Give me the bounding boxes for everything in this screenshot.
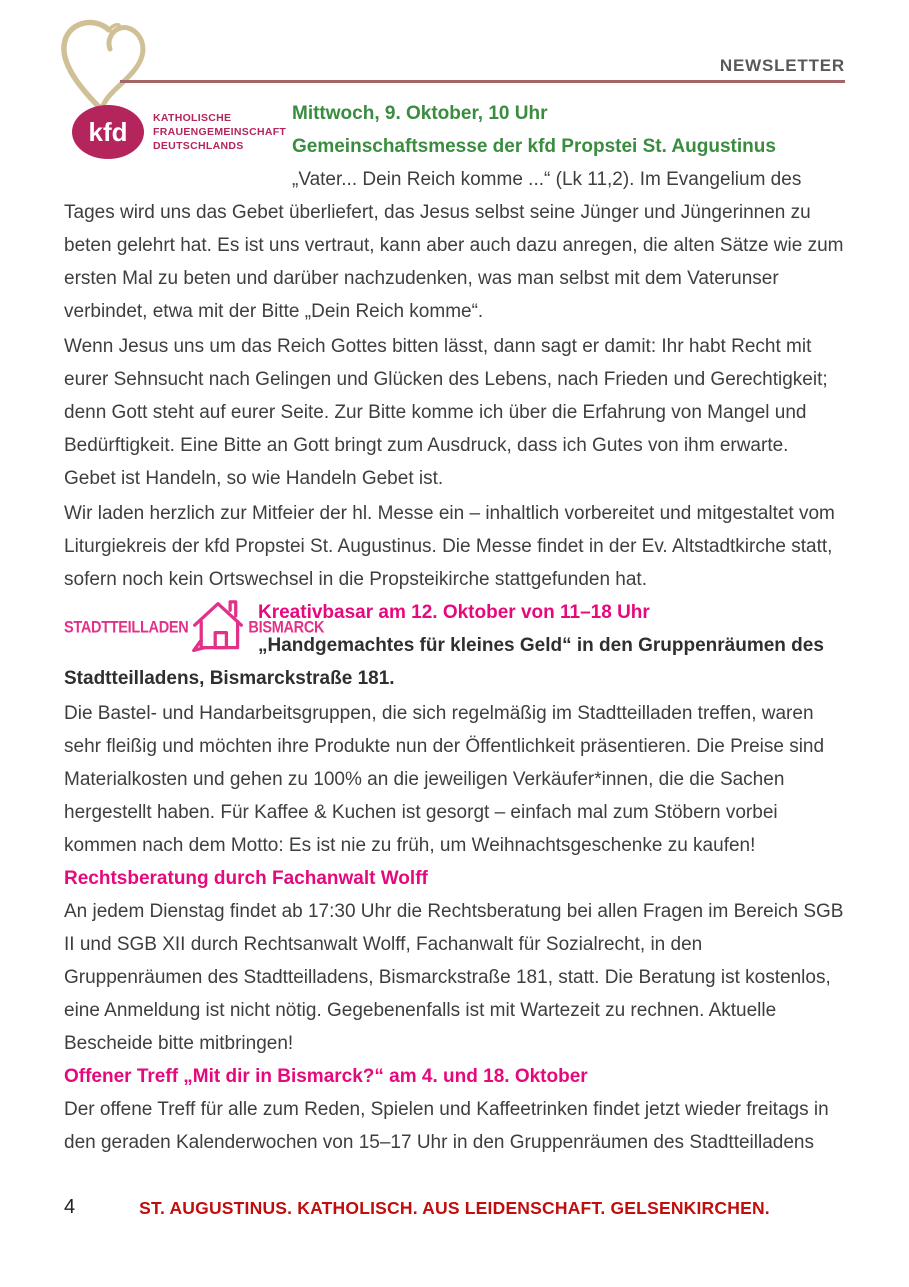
- kfd-paragraph-1: „Vater... Dein Reich komme ...“ (Lk 11,2). Im Evangelium des Tages wird uns das Gebet überliefert, das Jesus selbst seine Jünger und Jüngerinnen zu beten gelehrt hat. Es ist uns vertraut, kann aber auch dazu anregen, die alten Sätze wie zum ersten Mal zu beten und darüber nachzudenken, was man selbst mit dem Vaterunser verbindet, etwa mit der Bitte „Dein Reich komme“.: [64, 169, 844, 322]
- stadtteilladen-logo: [64, 598, 324, 658]
- kfd-wordmark-line3: DEUTSCHLANDS: [153, 140, 244, 152]
- header-rule: [120, 80, 845, 83]
- page-number: 4: [64, 1196, 76, 1218]
- section-rechtsberatung: [64, 862, 845, 1060]
- event-date-heading: Mittwoch, 9. Oktober, 10 Uhr: [292, 103, 548, 124]
- kfd-logo-icon: kfd: [72, 105, 144, 159]
- rechtsberatung-paragraph: An jedem Dienstag findet ab 17:30 Uhr die Rechtsberatung bei allen Fragen im Bereich SGB II und SGB XII durch Rechtsanwalt Wolff, Fachanwalt für Sozialrecht, in den Gruppenräumen des Stadtteilladens, Bismarckstraße 181, statt. Die Beratung ist kostenlos, eine Anmeldung ist nicht nötig. Gegebenenfalls ist mit Wartezeit zu rechnen. Aktuelle Bescheide bitte mitbringen!: [64, 901, 844, 1054]
- kfd-wordmark-line2: FRAUENGEMEINSCHAFT: [153, 126, 287, 138]
- kfd-logo-wordmark: [153, 111, 286, 153]
- house-icon: [190, 598, 246, 658]
- event-title-heading: Gemeinschaftsmesse der kfd Propstei St. Augustinus: [292, 136, 776, 157]
- stadtteilladen-logo-right: BISMARCK: [248, 618, 325, 638]
- content: [64, 97, 845, 1159]
- stadtteilladen-logo-left: STADTTEILLADEN: [64, 618, 189, 638]
- footer-slogan: ST. AUGUSTINUS. KATHOLISCH. AUS LEIDENSCHAFT. GELSENKIRCHEN.: [139, 1198, 770, 1218]
- kreativbasar-bold-intro: „Handgemachtes für kleines Geld“ in den Gruppenräumen des Stadtteilladens, Bismarckstraße 181.: [64, 635, 824, 689]
- kfd-wordmark-line1: KATHOLISCHE: [153, 112, 232, 124]
- section-kreativbasar: [64, 596, 845, 862]
- kfd-logo: [72, 105, 286, 159]
- newsletter-label: NEWSLETTER: [719, 56, 845, 75]
- rechtsberatung-heading: Rechtsberatung durch Fachanwalt Wolff: [64, 868, 428, 889]
- kreativbasar-paragraph: Die Bastel- und Handarbeitsgruppen, die sich regelmäßig im Stadtteilladen treffen, waren sehr fleißig und möchten ihre Produkte nun der Öffentlichkeit präsentieren. Die Preise sind Materialkosten und gehen zu 100% an die jeweiligen Verkäufer*innen, die die Sachen hergestellt haben. Für Kaffee & Kuchen ist gesorgt – einfach mal zum Stöbern vorbei kommen nach dem Motto: Es ist nie zu früh, um Weihnachtsgeschenke zu kaufen!: [64, 703, 825, 856]
- kreativbasar-heading: Kreativbasar am 12. Oktober von 11–18 Uhr: [258, 602, 650, 623]
- section-kfd-messe: [64, 97, 845, 596]
- offener-treff-heading: Offener Treff „Mit dir in Bismarck?“ am 4. und 18. Oktober: [64, 1066, 588, 1087]
- kfd-paragraph-2: Wenn Jesus uns um das Reich Gottes bitten lässt, dann sagt er damit: Ihr habt Recht mit eurer Sehnsucht nach Gelingen und Glücken des Lebens, nach Frieden und Gerechtigkeit; denn Gott steht auf eurer Seite. Zur Bitte komme ich über die Erfahrung von Mangel und Bedürftigkeit. Eine Bitte an Gott bringt zum Ausdruck, dass ich Gutes von ihm erwarte. Gebet ist Handeln, so wie Handeln Gebet ist.: [64, 336, 828, 489]
- section-offener-treff: [64, 1060, 845, 1159]
- offener-treff-paragraph: Der offene Treff für alle zum Reden, Spielen und Kaffeetrinken findet jetzt wieder freitags in den geraden Kalenderwochen von 15–17 Uhr in den Gruppenräumen des Stadtteilladens: [64, 1099, 829, 1153]
- kfd-paragraph-3: Wir laden herzlich zur Mitfeier der hl. Messe ein – inhaltlich vorbereitet und mitgestaltet vom Liturgiekreis der kfd Propstei St. Augustinus. Die Messe findet in der Ev. Altstadtkirche statt, sofern noch kein Ortswechsel in die Propsteikirche stattgefunden hat.: [64, 503, 835, 590]
